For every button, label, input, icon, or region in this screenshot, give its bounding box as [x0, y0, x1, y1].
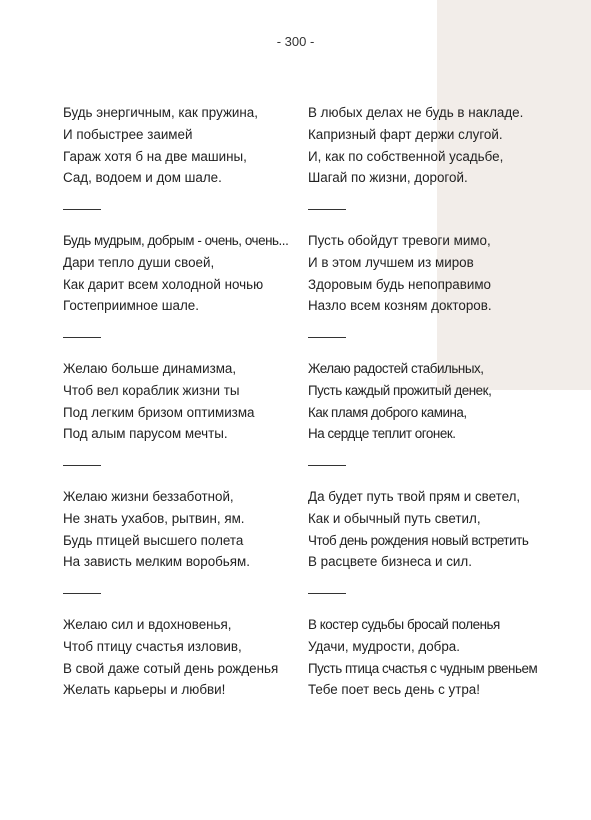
poem-line: В костер судьбы бросай поленья: [308, 617, 500, 632]
page-number: - 300 -: [276, 34, 315, 49]
poem-line: Пусть птица счастья с чудным рвеньем: [308, 660, 538, 676]
stanza: [63, 486, 313, 614]
poem-line: И, как по собственной усадьбе,: [308, 148, 504, 164]
poem-line: На зависть мелким воробьям.: [63, 554, 250, 570]
poem-line: Чтоб птицу счастья изловив,: [63, 638, 242, 654]
stanza: [308, 102, 548, 230]
poem-line: Не знать ухабов, рытвин, ям.: [63, 510, 245, 526]
poem-line: Желаю жизни беззаботной,: [63, 489, 234, 504]
stanza: [308, 230, 548, 358]
poem-line: Будь мудрым, добрым - очень, очень...: [63, 233, 289, 248]
stanza: [63, 358, 313, 486]
poem-line: Здоровым будь непоправимо: [308, 276, 491, 292]
right-poem-column: [308, 102, 548, 742]
stanza: [63, 230, 313, 358]
stanza: [63, 102, 313, 230]
poem-line: Гостеприимное шале.: [63, 298, 199, 314]
stanza-separator: [308, 593, 346, 594]
poem-line: Под легким бризом оптимизма: [63, 404, 255, 420]
poem-line: Пусть каждый прожитый денек,: [308, 382, 492, 398]
poem-line: Капризный фарт держи слугой.: [308, 126, 503, 142]
stanza-separator: [308, 465, 346, 466]
poem-line: Желаю сил и вдохновенья,: [63, 617, 232, 632]
poem-line: Желаю больше динамизма,: [63, 361, 237, 376]
stanza: [308, 486, 548, 614]
stanza-separator: [308, 337, 346, 338]
poem-line: Будь энергичным, как пружина,: [63, 105, 258, 120]
poem-line: В расцвете бизнеса и сил.: [308, 554, 472, 570]
poem-line: Сад, водоем и дом шале.: [63, 170, 222, 186]
stanza-separator: [63, 465, 101, 466]
stanza: [308, 614, 548, 742]
poem-line: Желать карьеры и любви!: [63, 682, 226, 698]
poem-line: Под алым парусом мечты.: [63, 426, 228, 442]
poem-line: Да будет путь твой прям и светел,: [308, 489, 521, 504]
stanza: [308, 358, 548, 486]
poem-line: Шагай по жизни, дорогой.: [308, 170, 468, 186]
poem-line: Будь птицей высшего полета: [63, 532, 244, 548]
poem-line: Как и обычный путь светил,: [308, 510, 481, 526]
poem-line: Удачи, мудрости, добра.: [308, 638, 460, 654]
poem-line: На сердце теплит огонек.: [308, 426, 456, 442]
stanza-separator: [63, 337, 101, 338]
poem-line: И побыстрее заимей: [63, 126, 193, 142]
stanza: [63, 614, 313, 742]
poem-line: Гараж хотя б на две машины,: [63, 148, 247, 164]
poem-line: И в этом лучшем из миров: [308, 254, 474, 270]
stanza-separator: [63, 593, 101, 594]
poem-line: Чтоб вел кораблик жизни ты: [63, 382, 240, 398]
stanza-separator: [308, 209, 346, 210]
poem-line: Чтоб день рождения новый встретить: [308, 532, 529, 548]
poem-line: Дари тепло души своей,: [63, 254, 215, 270]
poem-line: Назло всем козням докторов.: [308, 298, 492, 314]
poem-line: В свой даже сотый день рожденья: [63, 660, 279, 676]
left-poem-column: [63, 102, 313, 742]
poem-line: Желаю радостей стабильных,: [308, 361, 484, 376]
poem-line: Как дарит всем холодной ночью: [63, 276, 264, 292]
poem-line: Как пламя доброго камина,: [308, 404, 467, 420]
poem-line: Тебе поет весь день с утра!: [308, 682, 480, 698]
poem-line: Пусть обойдут тревоги мимо,: [308, 233, 491, 248]
stanza-separator: [63, 209, 101, 210]
poem-line: В любых делах не будь в накладе.: [308, 105, 524, 120]
